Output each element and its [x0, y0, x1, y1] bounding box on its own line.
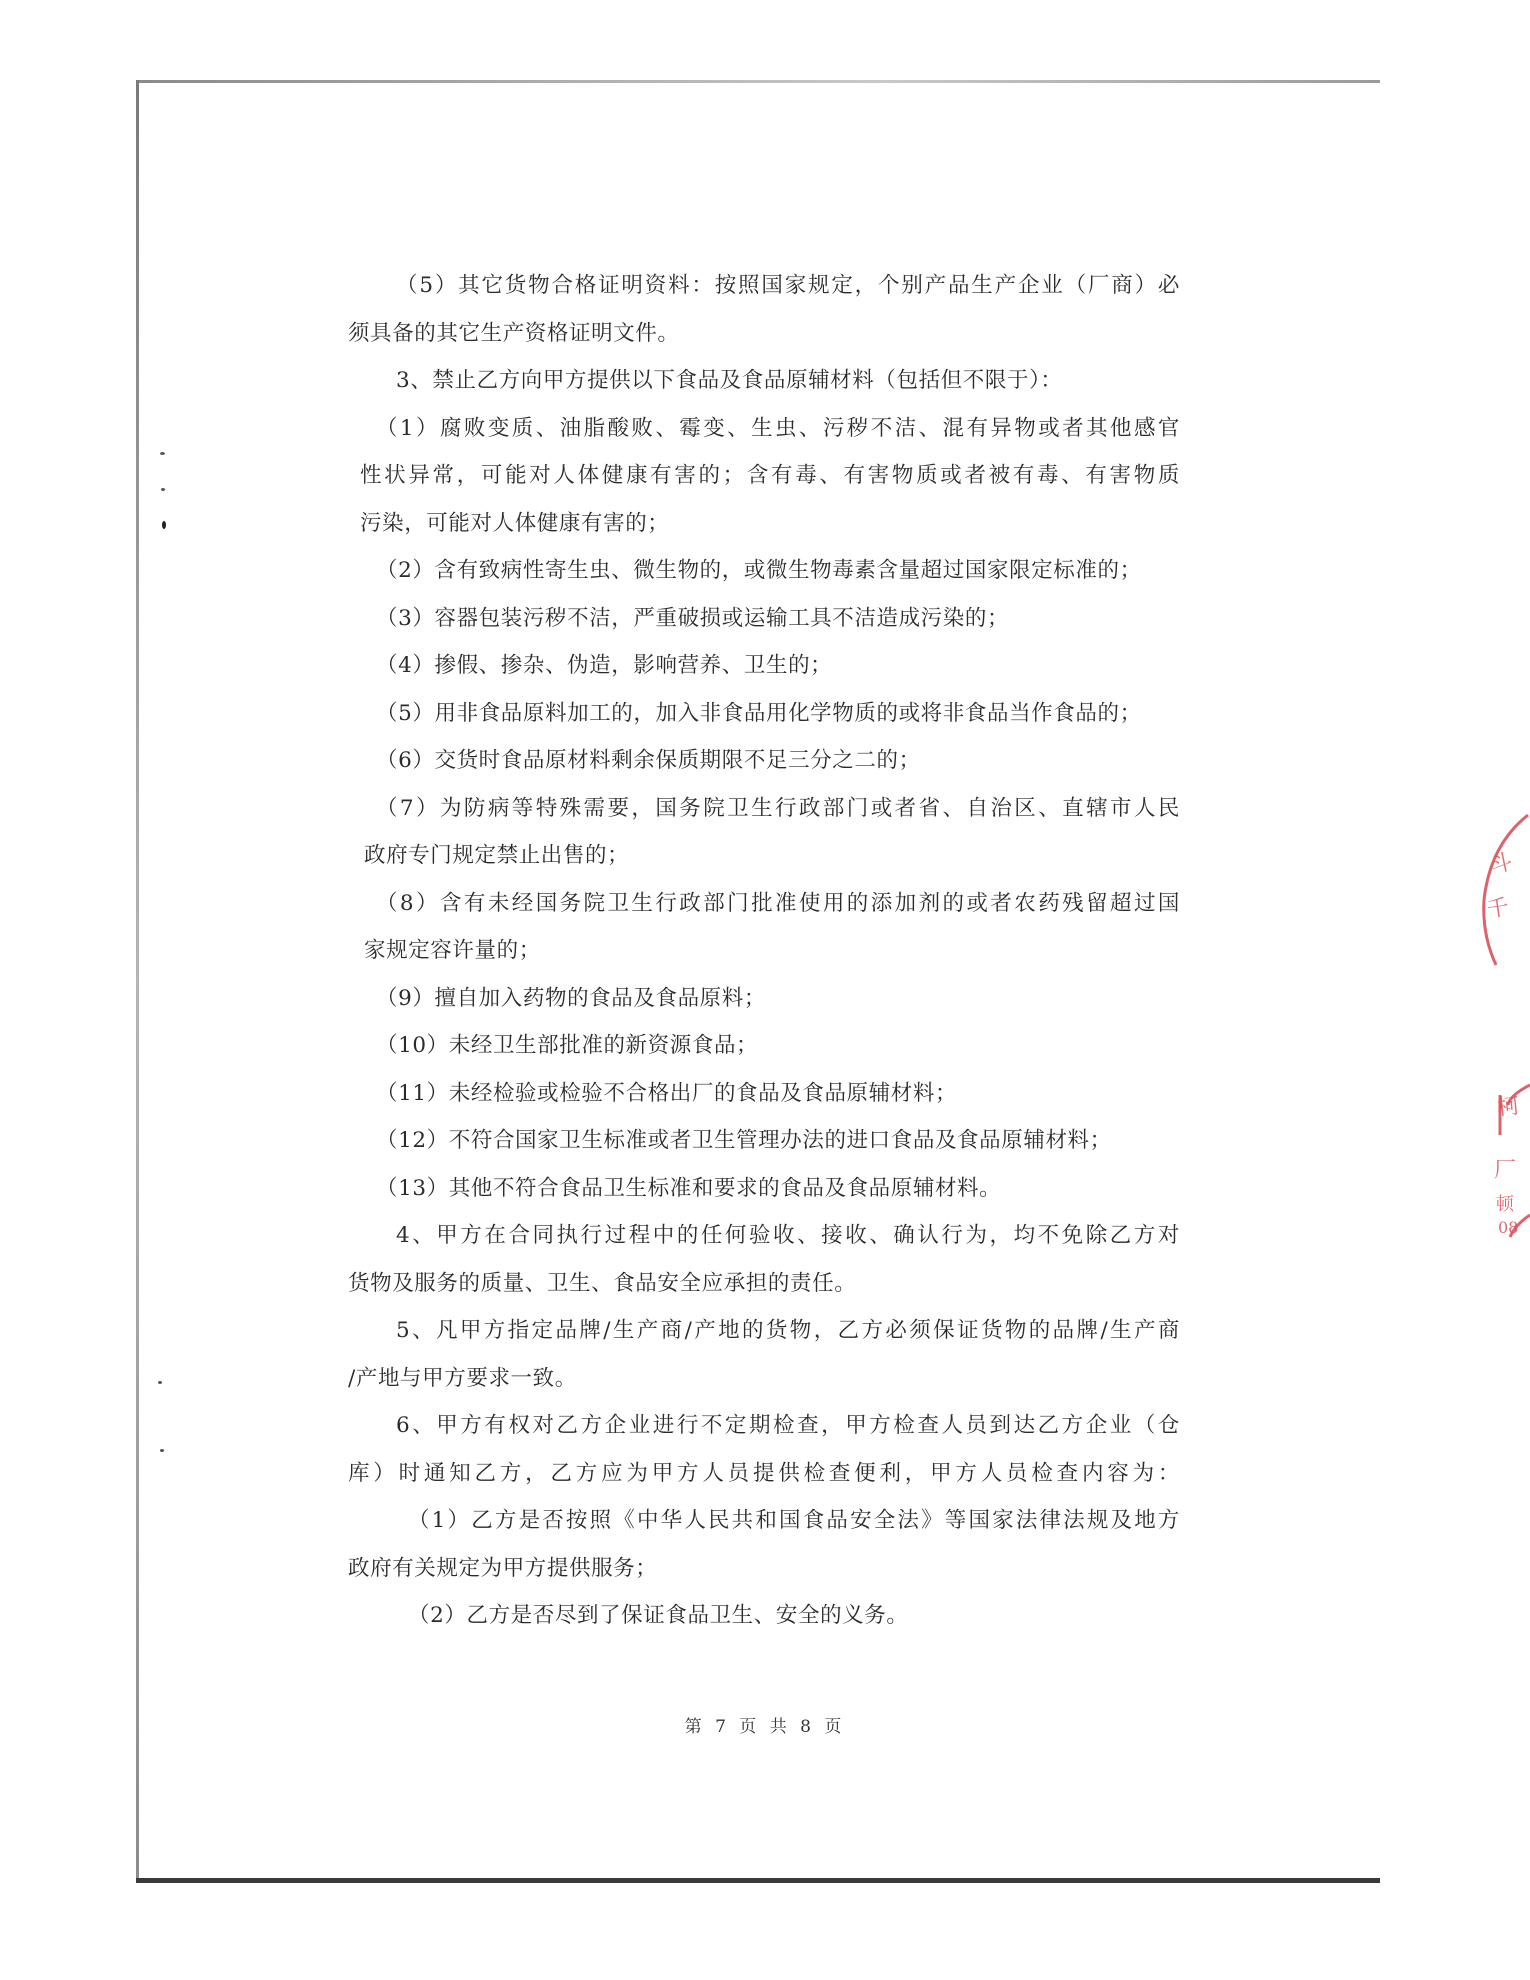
svg-text:千: 千: [1485, 895, 1511, 923]
page-edge-top: [138, 80, 1380, 83]
body-line: 库）时通知乙方，乙方应为甲方人员提供检查便利，甲方人员检查内容为：: [348, 1460, 1180, 1486]
body-line: （11）未经检验或检验不合格出厂的食品及食品原辅材料；: [376, 1080, 958, 1106]
svg-text:厂: 厂: [1494, 1158, 1517, 1183]
body-line: （2）乙方是否尽到了保证食品卫生、安全的义务。: [408, 1603, 909, 1628]
body-line: 须具备的其它生产资格证明文件。: [348, 320, 680, 346]
red-seal-stamp: [1470, 805, 1530, 1325]
scan-speck: [160, 452, 165, 455]
body-line: 6、甲方有权对乙方企业进行不定期检查，甲方检查人员到达乙方企业（仓: [396, 1413, 1180, 1438]
body-line: （1）腐败变质、油脂酸败、霉变、生虫、污秽不洁、混有异物或者其他感官: [376, 415, 1180, 441]
body-line: /产地与甲方要求一致。: [348, 1365, 577, 1391]
scan-speck: [158, 1381, 162, 1384]
body-line: （10）未经卫生部批准的新资源食品；: [376, 1033, 759, 1058]
body-line: （5）用非食品原料加工的，加入非食品用化学物质的或将非食品当作食品的；: [376, 700, 1142, 726]
scan-speck: [161, 488, 165, 491]
scan-speck: [160, 1449, 164, 1452]
page-edge-left: [136, 80, 139, 1882]
body-line: 家规定容许量的；: [364, 938, 541, 963]
body-line: （12）不符合国家卫生标准或者卫生管理办法的进口食品及食品原辅材料；: [376, 1128, 1112, 1153]
body-line: 污染，可能对人体健康有害的；: [360, 510, 670, 536]
body-line: （8）含有未经国务院卫生行政部门批准使用的添加剂的或者农药残留超过国: [376, 890, 1180, 916]
body-line: （1）乙方是否按照《中华人民共和国食品安全法》等国家法律法规及地方: [408, 1508, 1180, 1533]
body-line: 5、凡甲方指定品牌/生产商/产地的货物，乙方必须保证货物的品牌/生产商: [396, 1318, 1180, 1343]
body-line: （3）容器包装污秽不洁，严重破损或运输工具不洁造成污染的；: [376, 605, 1010, 631]
body-line: 性状异常，可能对人体健康有害的；含有毒、有害物质或者被有毒、有害物质: [360, 463, 1180, 488]
body-line: （13）其他不符合食品卫生标准和要求的食品及食品原辅材料。: [376, 1175, 1002, 1201]
body-line: 4、甲方在合同执行过程中的任何验收、接收、确认行为，均不免除乙方对: [396, 1223, 1180, 1248]
svg-text:柯: 柯: [1496, 1093, 1521, 1121]
body-line: （6）交货时食品原材料剩余保质期限不足三分之二的；: [376, 748, 921, 773]
body-line: 政府专门规定禁止出售的；: [364, 843, 630, 868]
svg-text:顿: 顿: [1496, 1194, 1514, 1215]
document-body: [348, 262, 1180, 1640]
page-edge-bottom: [136, 1878, 1380, 1883]
page-number: 第 7 页 共 8 页: [684, 1717, 846, 1737]
body-line: （5）其它货物合格证明资料：按照国家规定，个别产品生产企业（厂商）必: [396, 273, 1180, 298]
body-line: 货物及服务的质量、卫生、食品安全应承担的责任。: [348, 1270, 857, 1296]
svg-text:斗: 斗: [1488, 849, 1515, 879]
body-line: （7）为防病等特殊需要，国务院卫生行政部门或者省、自治区、直辖市人民: [376, 795, 1180, 821]
svg-text:08: 08: [1498, 1218, 1519, 1237]
body-line: 政府有关规定为甲方提供服务；: [348, 1555, 658, 1581]
body-line: 3、禁止乙方向甲方提供以下食品及食品原辅材料（包括但不限于）：: [396, 368, 1063, 393]
body-line: （2）含有致病性寄生虫、微生物的，或微生物毒素含量超过国家限定标准的；: [376, 558, 1142, 583]
scan-speck: [162, 521, 166, 529]
body-line: （4）掺假、掺杂、伪造，影响营养、卫生的；: [376, 653, 833, 678]
body-line: （9）擅自加入药物的食品及食品原料；: [376, 985, 766, 1011]
